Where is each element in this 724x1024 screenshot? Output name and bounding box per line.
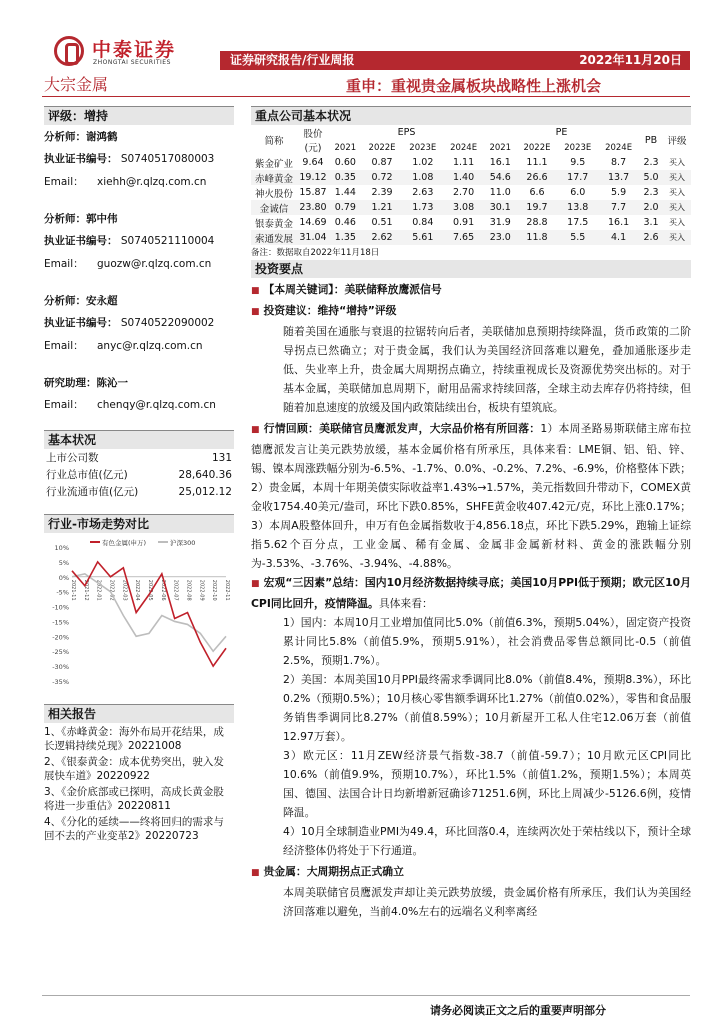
x-tick-label: 2021-12 bbox=[82, 579, 89, 601]
pe-year-header: 2021 bbox=[484, 140, 517, 155]
eps-cell: 0.46 bbox=[334, 217, 356, 228]
company-name: 索通发展 bbox=[254, 233, 293, 245]
col-eps: EPS bbox=[329, 125, 484, 140]
y-tick-label: -25% bbox=[52, 648, 69, 657]
email-link[interactable]: chenqy@r.qlzq.com.cn bbox=[97, 399, 216, 411]
table-row bbox=[251, 185, 691, 200]
basic-value: 25,012.12 bbox=[178, 485, 232, 498]
trend-title: 行业-市场走势对比 bbox=[44, 514, 234, 533]
x-tick-label: 2022-05 bbox=[147, 579, 153, 601]
y-tick-label: 5% bbox=[58, 558, 69, 567]
pb-cell: 2.6 bbox=[643, 232, 659, 243]
bullet-icon: ■ bbox=[251, 579, 260, 589]
analyst-block bbox=[44, 293, 234, 353]
rating-cell: 买入 bbox=[669, 233, 685, 242]
cert-number: S0740521110004 bbox=[120, 235, 215, 247]
eps-cell: 0.84 bbox=[412, 217, 434, 228]
y-tick-label: 10% bbox=[54, 544, 69, 552]
x-tick-label: 2022-07 bbox=[172, 579, 179, 601]
assistant-email bbox=[44, 397, 234, 412]
pe-cell: 26.6 bbox=[526, 172, 548, 183]
cert-label: 执业证书编号： bbox=[44, 153, 118, 165]
x-tick-label: 2022-02 bbox=[108, 579, 115, 601]
macro-tail: 具体来看： bbox=[378, 597, 433, 610]
analyst-cert bbox=[44, 315, 234, 330]
col-rating: 评级 bbox=[663, 125, 691, 155]
footer-disclaimer: 请务必阅读正文之后的重要声明部分 bbox=[430, 1004, 606, 1017]
pe-cell: 17.7 bbox=[567, 172, 589, 183]
pe-cell: 54.6 bbox=[489, 172, 511, 183]
rating-cell: 买入 bbox=[669, 218, 685, 227]
pe-cell: 17.5 bbox=[567, 217, 589, 228]
x-tick-label: 2022-08 bbox=[185, 579, 192, 601]
report-date: 2022年11月20日 bbox=[579, 53, 682, 67]
analyst-email bbox=[44, 338, 234, 353]
table-row bbox=[251, 215, 691, 230]
eps-cell: 1.08 bbox=[412, 172, 434, 183]
trend-chart bbox=[44, 533, 234, 693]
eps-cell: 1.02 bbox=[412, 157, 434, 168]
eps-cell: 0.91 bbox=[452, 217, 475, 228]
table-row bbox=[251, 200, 691, 215]
footer-divider bbox=[42, 995, 690, 996]
company-name: 紫金矿业 bbox=[254, 158, 293, 170]
report-title: 重申：重视贵金属板块战略性上涨机会 bbox=[346, 77, 602, 95]
eps-cell: 2.39 bbox=[371, 187, 393, 198]
macro-us: 2）美国：本周美国10月PPI最终需求季调同比8.0%（前值8.4%，预期8.3%），环比0.2%（预期0.5%）；10月核心零售额季调环比1.27%（前值0.02%），零售和食品服务销售季调同比8.27%（前值8.59%）；10月新屋开工私人住宅12.06万套（前值12.97万套）。 bbox=[283, 673, 691, 743]
pe-cell: 16.1 bbox=[607, 217, 630, 228]
pb-cell: 3.1 bbox=[643, 217, 659, 228]
related-report-link[interactable]: 4、《分化的延续——终将回归的需求与回不去的产业变革2》20220723 bbox=[44, 816, 224, 842]
email-link[interactable]: xiehh@r.qlzq.com.cn bbox=[97, 176, 207, 188]
pe-cell: 13.8 bbox=[567, 202, 589, 213]
brand-name: 中泰证券 bbox=[92, 39, 177, 61]
eps-cell: 0.35 bbox=[334, 172, 356, 183]
assistant-name: 研究助理：陈沁一 bbox=[44, 377, 128, 389]
company-price: 14.69 bbox=[299, 217, 327, 228]
x-tick-label: 2022-11 bbox=[224, 579, 230, 601]
company-name: 银泰黄金 bbox=[254, 218, 293, 230]
company-name: 神火股份 bbox=[254, 188, 293, 200]
pe-cell: 5.9 bbox=[611, 187, 627, 198]
email-label: Email： bbox=[44, 258, 84, 270]
eps-cell: 5.61 bbox=[412, 232, 434, 243]
y-tick-label: -10% bbox=[52, 603, 69, 612]
eps-cell: 0.51 bbox=[371, 217, 393, 228]
pe-cell: 13.7 bbox=[607, 172, 630, 183]
keyword-text: 【本周关键词】：美联储释放鹰派信号 bbox=[263, 283, 442, 296]
y-tick-label: -5% bbox=[56, 588, 69, 597]
eps-year-header: 2022E bbox=[362, 140, 403, 155]
basic-value: 131 bbox=[211, 451, 232, 464]
related-report-link[interactable]: 1、《赤峰黄金：海外布局开花结果，成长逻辑持续兑现》20221008 bbox=[44, 726, 224, 752]
pb-cell: 5.0 bbox=[643, 172, 659, 183]
header-divider bbox=[42, 96, 690, 97]
basic-row bbox=[44, 466, 234, 483]
analyst-block bbox=[44, 211, 234, 271]
analyst-block bbox=[44, 129, 234, 189]
analyst-email bbox=[44, 256, 234, 271]
pe-year-header: 2023E bbox=[557, 140, 598, 155]
eps-cell: 1.40 bbox=[452, 172, 475, 183]
pb-cell: 2.0 bbox=[643, 202, 659, 213]
related-report-link[interactable]: 2、《银泰黄金：成本优势突出，驶入发展快车道》20220922 bbox=[44, 756, 224, 782]
bullet-precious bbox=[251, 862, 691, 883]
x-tick-label: 2022-01 bbox=[95, 579, 102, 601]
pe-cell: 16.1 bbox=[489, 157, 511, 168]
cert-number: S0740517080003 bbox=[120, 153, 215, 165]
cert-label: 执业证书编号： bbox=[44, 317, 118, 329]
legend-label: 有色金属(申万) bbox=[102, 539, 147, 547]
y-tick-label: -20% bbox=[52, 633, 69, 642]
y-tick-label: 0% bbox=[58, 573, 69, 582]
x-tick-label: 2022-10 bbox=[211, 579, 218, 601]
bullet-icon: ■ bbox=[251, 286, 260, 296]
series-line bbox=[72, 562, 226, 666]
x-tick-label: 2022-03 bbox=[121, 579, 128, 601]
pe-cell: 30.1 bbox=[489, 202, 511, 213]
report-header-bar bbox=[220, 51, 690, 70]
eps-cell: 2.70 bbox=[452, 187, 475, 198]
precious-head: 贵金属：大周期拐点正式确立 bbox=[263, 865, 404, 878]
eps-year-header: 2023E bbox=[402, 140, 443, 155]
legend-label: 沪深300 bbox=[170, 539, 196, 547]
analyst-name: 分析师：郭中伟 bbox=[44, 213, 118, 225]
rating-cell: 买入 bbox=[669, 173, 685, 182]
macro-eurozone: 3）欧元区：11月ZEW经济景气指数-38.7（前值-59.7）；10月欧元区CPI同比10.6%（前值9.9%，预期10.7%），环比1.5%（前值1.2%，预期1.5%）；本周英国、德国、法国合计日均新增新冠确诊71251.6例，环比上周减少-5126.6例，疫情降温。 bbox=[283, 749, 691, 819]
rating-cell: 买入 bbox=[669, 158, 685, 167]
bullet-keyword bbox=[251, 280, 691, 301]
bullet-macro bbox=[251, 573, 691, 613]
macro-pmi: 4）10月全球制造业PMI为49.4，环比回落0.4，连续两次处于荣枯线以下，预计全球经济整体仍将处于下行通道。 bbox=[283, 825, 691, 857]
eps-cell: 1.35 bbox=[334, 232, 356, 243]
y-tick-label: -15% bbox=[52, 618, 69, 627]
brand-name-en: ZHONGTAI SECURITIES bbox=[93, 59, 171, 66]
analyst-name: 分析师：谢鸿鹤 bbox=[44, 131, 118, 143]
company-name: 赤峰黄金 bbox=[254, 173, 293, 185]
pe-cell: 4.1 bbox=[611, 232, 627, 243]
bullet-icon: ■ bbox=[251, 307, 260, 317]
table-row bbox=[251, 155, 691, 170]
company-name: 金诚信 bbox=[259, 203, 289, 215]
rating-label: 评级： bbox=[48, 109, 85, 123]
email-link[interactable]: guozw@r.qlzq.com.cn bbox=[97, 258, 212, 270]
x-tick-label: 2022-09 bbox=[198, 579, 205, 601]
x-tick-label: 2021-11 bbox=[70, 579, 76, 601]
company-price: 9.64 bbox=[302, 157, 324, 168]
pe-cell: 31.9 bbox=[489, 217, 511, 228]
table-note: 备注：数据取自2022年11月18日 bbox=[251, 248, 380, 258]
bullet-review bbox=[251, 419, 691, 573]
eps-cell: 0.72 bbox=[371, 172, 393, 183]
cert-number: S0740522090002 bbox=[120, 317, 215, 329]
company-table-title: 重点公司基本状况 bbox=[251, 106, 691, 125]
eps-cell: 1.11 bbox=[452, 157, 475, 168]
company-price: 19.12 bbox=[299, 172, 327, 183]
company-price: 15.87 bbox=[299, 187, 327, 198]
rating-cell: 买入 bbox=[669, 188, 685, 197]
analyst-email bbox=[44, 174, 234, 189]
main-column bbox=[251, 106, 691, 921]
email-label: Email： bbox=[44, 176, 84, 188]
table-row bbox=[251, 230, 691, 245]
basic-row bbox=[44, 483, 234, 500]
y-tick-label: -30% bbox=[52, 663, 69, 672]
review-text: 1）本周圣路易斯联储主席布拉德鹰派发言让美元跌势放缓，基本金属价格有所承压，具体来看：LME铜、铝、铅、锌、锡、镍本周涨跌幅分别为-6.5%、-1.7%、0.0%、-0.2%、7.2%、-6.9%，价格整体下跌；2）贵金属，本周十年期美债实际收益率1.43%→1.57%，美元指数回升带动下，COMEX黄金收1754.40美元/盎司，环比下跌0.85%，SHFE黄金收407.42元/克，环比上涨0.17%；3）本周A股整体回升，申万有色金属指数收于4,856.18点，环比下跌5.29%，跑输上证综指5.62个百分点，工业金属、稀有金属、金属非金属新材料、黄金的涨跌幅分别为-3.53%、-3.76%、-3.94%、-4.88%。 bbox=[251, 422, 691, 570]
eps-cell: 0.79 bbox=[334, 202, 356, 213]
pe-year-header: 2022E bbox=[517, 140, 558, 155]
basic-label: 行业总市值(亿元) bbox=[46, 469, 128, 481]
pe-cell: 19.7 bbox=[526, 202, 548, 213]
email-label: Email： bbox=[44, 399, 84, 411]
pe-cell: 7.7 bbox=[611, 202, 627, 213]
related-title: 相关报告 bbox=[44, 704, 234, 723]
eps-cell: 3.08 bbox=[452, 202, 475, 213]
review-head: 行情回顾：美联储官员鹰派发声，大宗品价格有所回落： bbox=[263, 422, 541, 435]
report-type: 证券研究报告/行业周报 bbox=[230, 53, 355, 67]
y-tick-label: -35% bbox=[52, 678, 69, 686]
pe-cell: 9.5 bbox=[570, 157, 586, 168]
company-price: 23.80 bbox=[299, 202, 327, 213]
pe-cell: 11.8 bbox=[526, 232, 548, 243]
pe-cell: 11.0 bbox=[489, 187, 511, 198]
rating-cell: 买入 bbox=[669, 203, 685, 212]
macro-domestic: 1）国内：本周10月工业增加值同比5.0%（前值6.3%，预期5.04%），固定资产投资累计同比5.8%（前值5.9%，预期5.91%），社会消费品零售总额同比-0.5（前值2.5%，预期1.7%）。 bbox=[283, 616, 691, 667]
eps-year-header: 2024E bbox=[443, 140, 484, 155]
eps-cell: 1.21 bbox=[371, 202, 393, 213]
eps-cell: 1.73 bbox=[412, 202, 434, 213]
basic-label: 行业流通市值(亿元) bbox=[46, 486, 139, 498]
related-report-link[interactable]: 3、《金价底部或已探明，高成长黄金股将进一步重估》20220811 bbox=[44, 786, 224, 812]
col-name: 简称 bbox=[251, 125, 297, 155]
investment-title: 投资要点 bbox=[251, 260, 691, 278]
x-tick-label: 2022-04 bbox=[134, 579, 141, 601]
pb-cell: 2.3 bbox=[643, 187, 659, 198]
eps-cell: 2.62 bbox=[371, 232, 393, 243]
eps-cell: 2.63 bbox=[412, 187, 434, 198]
rating-box bbox=[44, 106, 234, 125]
sector-label: 大宗金属 bbox=[44, 75, 109, 94]
bullet-icon: ■ bbox=[251, 868, 260, 878]
precious-text: 本周美联储官员鹰派发声却让美元跌势放缓，贵金属价格有所承压，我们认为美国经济回落难以避免，当前4.0%左右的远端名义利率离经 bbox=[283, 886, 691, 918]
x-tick-label: 2022-06 bbox=[159, 579, 166, 601]
sidebar bbox=[44, 106, 234, 843]
brand-logo-icon bbox=[54, 36, 84, 66]
col-price: 股价(元) bbox=[297, 125, 329, 155]
advice-head: 投资建议：维持“增持”评级 bbox=[263, 304, 397, 317]
analyst-name: 分析师：安永超 bbox=[44, 295, 118, 307]
eps-cell: 1.44 bbox=[334, 187, 356, 198]
analyst-cert bbox=[44, 151, 234, 166]
rating-value: 增持 bbox=[84, 109, 109, 123]
basic-value: 28,640.36 bbox=[178, 468, 232, 481]
bullet-icon: ■ bbox=[251, 425, 260, 435]
advice-text: 随着美国在通胀与衰退的拉锯转向后者，美联储加息预期持续降温，货币政策的二阶导拐点已然确立；对于贵金属，我们认为美国经济回落难以避免，叠加通胀逐步走低、失业率上升，贵金属大周期拐点确立，持续重视成长及资源优势突出标的。对于基本金属，美联储加息周期下，耐用品需求持续回落，全球主动去库存仍将持续，但随着加息速度的放缓及国内政策陆续出台，板块有望筑底。 bbox=[283, 325, 691, 414]
pb-cell: 2.3 bbox=[643, 157, 659, 168]
company-price: 31.04 bbox=[299, 232, 327, 243]
pe-cell: 28.8 bbox=[526, 217, 548, 228]
basic-row bbox=[44, 449, 234, 466]
pe-cell: 6.0 bbox=[570, 187, 586, 198]
col-pb: PB bbox=[639, 125, 663, 155]
pe-cell: 23.0 bbox=[489, 232, 511, 243]
analyst-list bbox=[44, 129, 234, 353]
basic-status-table bbox=[44, 449, 234, 500]
basic-label: 上市公司数 bbox=[46, 452, 99, 464]
cert-label: 执业证书编号： bbox=[44, 235, 118, 247]
pe-cell: 8.7 bbox=[611, 157, 627, 168]
related-list bbox=[44, 725, 234, 843]
bullet-advice bbox=[251, 301, 691, 322]
pe-cell: 6.6 bbox=[529, 187, 545, 198]
col-pe: PE bbox=[484, 125, 639, 140]
eps-cell: 0.87 bbox=[371, 157, 393, 168]
eps-cell: 0.60 bbox=[334, 157, 356, 168]
eps-year-header: 2021 bbox=[329, 140, 362, 155]
eps-cell: 7.65 bbox=[452, 232, 475, 243]
macro-head: 宏观“三因素”总结：国内10月经济数据持续寻底；美国10月PPI低于预期；欧元区10月CPI同比回升，疫情降温。 bbox=[251, 576, 692, 610]
table-row bbox=[251, 170, 691, 185]
pe-cell: 5.5 bbox=[570, 232, 586, 243]
pe-cell: 11.1 bbox=[526, 157, 548, 168]
email-label: Email： bbox=[44, 340, 84, 352]
basic-status-title: 基本状况 bbox=[44, 430, 234, 449]
analyst-cert bbox=[44, 233, 234, 248]
company-table bbox=[251, 125, 691, 245]
email-link[interactable]: anyc@r.qlzq.com.cn bbox=[97, 340, 203, 352]
pe-year-header: 2024E bbox=[598, 140, 639, 155]
